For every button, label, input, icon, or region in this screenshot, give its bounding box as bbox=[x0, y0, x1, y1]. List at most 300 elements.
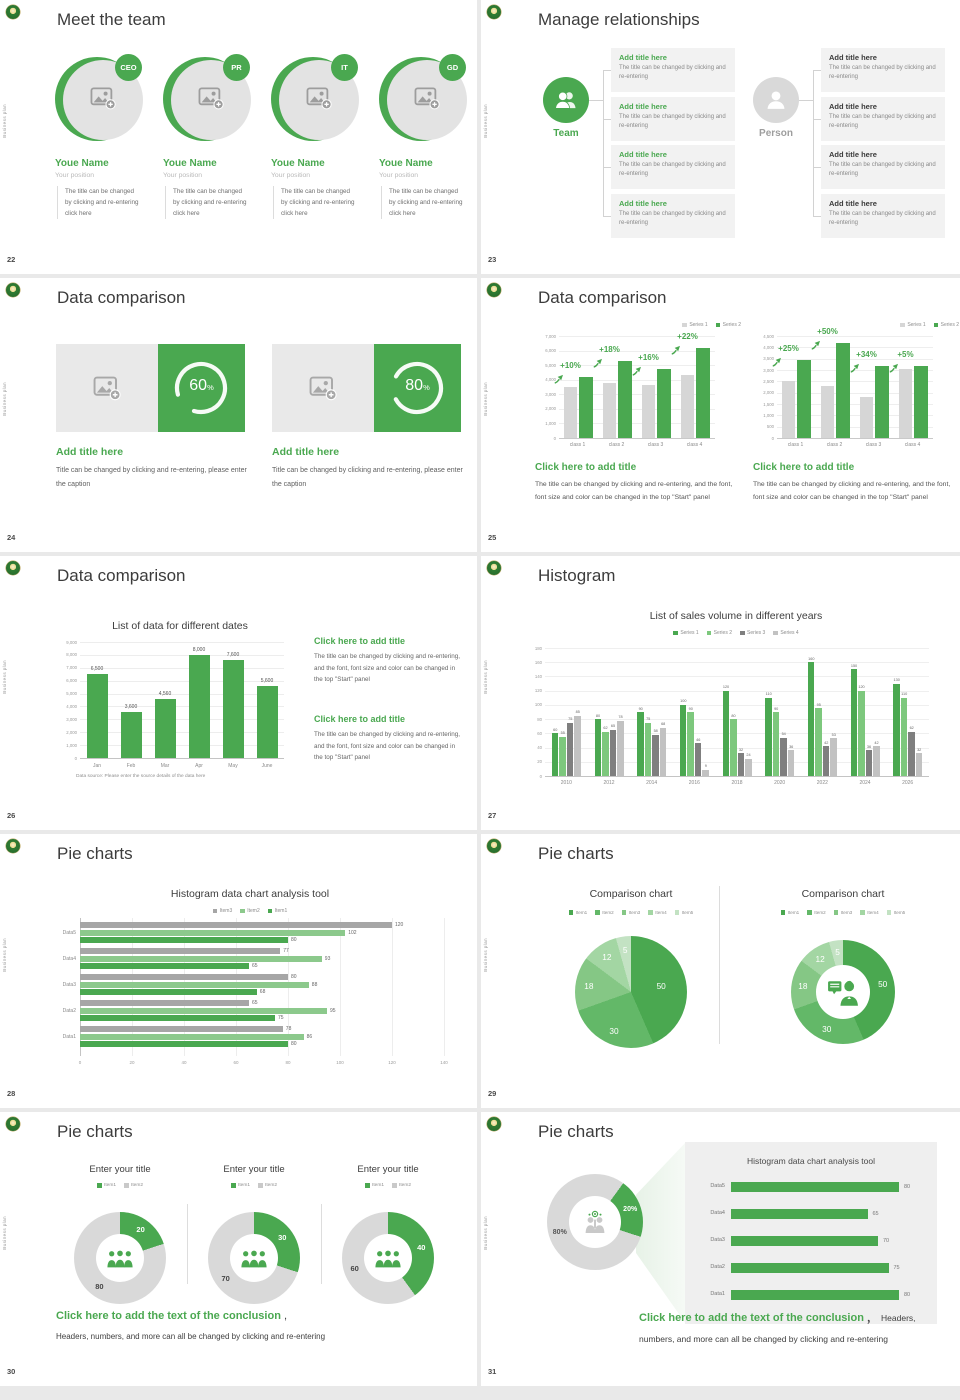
bar bbox=[87, 674, 108, 758]
box-title: Add title here bbox=[829, 101, 877, 111]
y-axis-label: 5,000 bbox=[66, 691, 77, 697]
gray-slice-label: 70 bbox=[221, 1274, 230, 1284]
sidebar-vertical-text: Business plan bbox=[483, 382, 488, 416]
x-axis-label: 80 bbox=[285, 1060, 291, 1065]
slide-24[interactable] bbox=[0, 278, 477, 552]
bar-value: 75 bbox=[568, 717, 573, 722]
school-logo-icon bbox=[6, 1117, 20, 1131]
slide-title: Pie charts bbox=[538, 844, 614, 863]
x-axis-label: class 2 bbox=[826, 442, 843, 448]
bar bbox=[916, 753, 923, 776]
bar-value: 80 bbox=[904, 1184, 911, 1190]
legend-item: Item1 bbox=[569, 910, 588, 915]
connector-line bbox=[603, 70, 611, 71]
bar bbox=[823, 746, 830, 776]
role-badge: IT bbox=[331, 54, 358, 81]
legend-item: Item3 bbox=[834, 910, 853, 915]
bar-value: 75 bbox=[893, 1265, 900, 1271]
green-slice-label: 30 bbox=[278, 1232, 287, 1242]
x-axis-label: class 4 bbox=[686, 442, 703, 448]
comparison-panel bbox=[272, 344, 461, 432]
legend-item: Item1 bbox=[781, 910, 800, 915]
gridline bbox=[80, 719, 284, 720]
legend-swatch bbox=[781, 910, 786, 915]
series1-bar bbox=[899, 369, 912, 438]
panel-divider bbox=[321, 1204, 322, 1284]
connector-line bbox=[813, 70, 814, 216]
slide-28[interactable] bbox=[0, 834, 477, 1108]
slide-title: Data comparison bbox=[538, 288, 667, 307]
conclusion-body: Headers, numbers, and more can all be changed by clicking and re-entering bbox=[639, 1313, 916, 1345]
bar bbox=[257, 686, 278, 758]
box-title: Add title here bbox=[829, 150, 877, 160]
analysis-panel bbox=[685, 1142, 937, 1324]
donut-title: Enter your title bbox=[89, 1164, 151, 1175]
avatar bbox=[271, 56, 361, 146]
legend-swatch bbox=[673, 631, 678, 636]
sidebar-vertical-text: Business plan bbox=[2, 1216, 7, 1250]
relation-box bbox=[611, 48, 735, 92]
bar-value: 68 bbox=[661, 722, 666, 727]
growth-label: +50% bbox=[817, 326, 838, 336]
x-axis-label: 2020 bbox=[774, 780, 786, 786]
block-body: The title can be changed by clicking and re-entering, and the font, font size and color can be changed in the top "Start" panel bbox=[753, 481, 951, 501]
slide-title: Data comparison bbox=[57, 566, 186, 585]
bar-value: 8,000 bbox=[192, 646, 206, 653]
series1-bar bbox=[603, 383, 616, 438]
avatar bbox=[379, 56, 469, 146]
chart-title: List of sales volume in different years bbox=[649, 610, 823, 622]
slide-30[interactable] bbox=[0, 1112, 477, 1386]
slice-label: 30 bbox=[822, 1024, 832, 1035]
legend-item: Series 2 bbox=[716, 322, 741, 328]
legend-item: Series 1 bbox=[900, 322, 925, 328]
gridline bbox=[545, 676, 929, 677]
bar bbox=[552, 733, 559, 776]
image-placeholder-icon bbox=[309, 375, 337, 401]
box-body: The title can be changed by clicking and re-entering bbox=[619, 113, 726, 129]
connector-line bbox=[813, 167, 821, 168]
avatar bbox=[55, 56, 145, 146]
growth-label: +16% bbox=[638, 352, 659, 362]
bar-value: 5,600 bbox=[260, 677, 274, 684]
hbar bbox=[80, 982, 309, 988]
legend-item: Item3 bbox=[622, 910, 641, 915]
legend-swatch bbox=[682, 323, 687, 328]
growth-arrow-icon bbox=[850, 360, 860, 370]
legend-item: Item5 bbox=[675, 910, 694, 915]
bar bbox=[610, 730, 617, 776]
legend-item: Item4 bbox=[648, 910, 667, 915]
gridline bbox=[392, 918, 393, 1056]
series1-bar bbox=[782, 381, 795, 438]
bar-value: 95 bbox=[816, 702, 821, 707]
school-logo-icon bbox=[6, 283, 20, 297]
slide-23[interactable] bbox=[481, 0, 960, 274]
bar-value: 36 bbox=[789, 744, 794, 749]
bar-value: 55 bbox=[560, 731, 565, 736]
bar-value: 42 bbox=[824, 740, 829, 745]
bar bbox=[189, 655, 210, 758]
y-axis-label: 80 bbox=[537, 716, 542, 722]
bar-value: 53 bbox=[831, 732, 836, 737]
gridline bbox=[340, 918, 341, 1056]
y-axis-label: 2,000 bbox=[66, 729, 77, 735]
hbar bbox=[80, 1034, 304, 1040]
gridline bbox=[777, 336, 933, 337]
y-axis-label: 0 bbox=[74, 755, 77, 761]
bar-value: 80 bbox=[595, 713, 601, 718]
block-body: The title can be changed by clicking and re-entering, and the font, font size and color can be changed in the top "Start" panel bbox=[535, 481, 733, 501]
x-axis-label: 2026 bbox=[902, 780, 914, 786]
slice-label: 5 bbox=[835, 946, 840, 957]
relation-box bbox=[611, 194, 735, 238]
bar-value: 88 bbox=[311, 981, 318, 988]
growth-label: +5% bbox=[897, 349, 914, 359]
x-axis-label: 2022 bbox=[816, 780, 828, 786]
category-label: Data1 bbox=[62, 1034, 76, 1040]
slide-25[interactable] bbox=[481, 278, 960, 552]
slide-title: Histogram bbox=[538, 566, 616, 585]
box-title: Add title here bbox=[619, 101, 667, 111]
y-axis-label: 160 bbox=[534, 659, 542, 665]
y-axis-label: 4,000 bbox=[545, 377, 556, 383]
bar-value: 93 bbox=[324, 955, 331, 962]
bar bbox=[830, 738, 837, 776]
green-slice-label: 20% bbox=[623, 1206, 638, 1214]
school-logo-icon bbox=[487, 561, 501, 575]
sidebar-vertical-text: Business plan bbox=[2, 104, 7, 138]
chart-source: Data source: Please enter the source details of the data here bbox=[76, 774, 206, 779]
slide-title: Data comparison bbox=[57, 288, 186, 307]
y-axis-label: 1,000 bbox=[545, 420, 556, 426]
category-label: Data5 bbox=[62, 930, 76, 936]
x-axis-label: Jan bbox=[92, 763, 102, 769]
page-number: 30 bbox=[7, 1367, 16, 1376]
connector-line bbox=[813, 119, 821, 120]
page-number: 28 bbox=[7, 1089, 16, 1098]
x-axis-label: class 3 bbox=[647, 442, 664, 448]
relation-box bbox=[821, 48, 945, 92]
bar bbox=[702, 770, 709, 776]
member-position: Your position bbox=[379, 172, 419, 179]
y-axis-label: 4,500 bbox=[763, 333, 774, 339]
legend-swatch bbox=[707, 631, 712, 636]
group-label: Person bbox=[759, 128, 793, 139]
gridline bbox=[444, 918, 445, 1056]
bar bbox=[121, 712, 142, 758]
role-badge: GD bbox=[439, 54, 466, 81]
legend-item: Item2 bbox=[258, 1183, 277, 1188]
x-axis-label: Mar bbox=[160, 763, 170, 769]
bar bbox=[660, 728, 667, 776]
hbar bbox=[731, 1290, 899, 1300]
member-desc: The title can be changed by clicking and re-entering click here bbox=[273, 186, 357, 219]
box-body: The title can be changed by clicking and re-entering bbox=[829, 113, 936, 129]
chart-title: Histogram data chart analysis tool bbox=[170, 888, 330, 900]
bar-value: 78 bbox=[285, 1026, 292, 1032]
page-number: 27 bbox=[488, 811, 497, 820]
growth-arrow-icon bbox=[554, 371, 564, 381]
y-axis-label: 100 bbox=[534, 702, 542, 708]
slide-title: Pie charts bbox=[57, 1122, 133, 1141]
hbar bbox=[731, 1209, 868, 1219]
relation-box bbox=[611, 145, 735, 189]
connector-line bbox=[813, 70, 821, 71]
legend-swatch bbox=[648, 910, 653, 915]
bar-value: 24 bbox=[746, 753, 751, 758]
bar-value: 120 bbox=[858, 685, 865, 690]
bar-value: 65 bbox=[252, 963, 258, 970]
bar-value: 80 bbox=[291, 974, 297, 980]
legend-swatch bbox=[934, 323, 939, 328]
connector-line bbox=[603, 119, 611, 120]
bar-value: 75 bbox=[278, 1015, 284, 1022]
chart-legend bbox=[673, 910, 960, 915]
y-axis-label: 120 bbox=[534, 688, 542, 694]
bar bbox=[745, 759, 752, 776]
legend-swatch bbox=[622, 910, 627, 915]
conclusion-body: Headers, numbers, and more can all be changed by clicking and re-entering bbox=[56, 1332, 326, 1341]
green-slice-label: 40 bbox=[417, 1242, 426, 1252]
slide-27[interactable] bbox=[481, 556, 960, 830]
bar-value: 120 bbox=[722, 685, 730, 690]
slide-26[interactable] bbox=[0, 556, 477, 830]
hbar bbox=[731, 1236, 878, 1246]
legend-swatch bbox=[595, 910, 600, 915]
legend-item: Item1 bbox=[268, 908, 288, 914]
bar bbox=[808, 662, 815, 776]
legend-swatch bbox=[716, 323, 721, 328]
box-body: The title can be changed by clicking and re-entering bbox=[829, 162, 936, 178]
bar bbox=[908, 732, 915, 776]
legend-item: Item3 bbox=[213, 908, 233, 914]
bar-value: 85 bbox=[575, 710, 580, 715]
school-logo-icon bbox=[6, 561, 20, 575]
avatar bbox=[163, 56, 253, 146]
bar bbox=[574, 716, 581, 776]
y-axis-label: 7,000 bbox=[66, 665, 77, 671]
x-axis-label: 40 bbox=[181, 1060, 187, 1065]
y-axis-label: 3,000 bbox=[763, 367, 774, 373]
bar bbox=[858, 691, 865, 776]
sidebar-vertical-text: Business plan bbox=[483, 1216, 488, 1250]
y-axis-label: 5,000 bbox=[545, 362, 556, 368]
hbar bbox=[80, 989, 257, 995]
series2-bar bbox=[914, 366, 928, 439]
audience-icon bbox=[580, 1210, 610, 1234]
slide-title: Meet the team bbox=[57, 10, 166, 29]
legend-item: Series 3 bbox=[740, 630, 765, 636]
legend-swatch bbox=[268, 909, 273, 914]
slide-22[interactable] bbox=[0, 0, 477, 274]
hbar bbox=[80, 948, 280, 954]
hbar bbox=[80, 956, 322, 962]
team-icon bbox=[553, 87, 579, 113]
growth-arrow-icon bbox=[889, 360, 899, 370]
member-desc: The title can be changed by clicking and re-entering click here bbox=[165, 186, 249, 219]
y-axis-label: 2,500 bbox=[763, 378, 774, 384]
hbar bbox=[80, 937, 288, 943]
page-number: 25 bbox=[488, 533, 497, 542]
growth-arrow-icon bbox=[811, 337, 821, 347]
series2-bar bbox=[875, 366, 889, 439]
y-axis-label: 1,000 bbox=[763, 412, 774, 418]
bar bbox=[695, 743, 702, 776]
series2-bar bbox=[579, 377, 593, 438]
y-axis-label: 3,000 bbox=[545, 391, 556, 397]
relation-box bbox=[821, 145, 945, 189]
connector-line bbox=[587, 100, 603, 101]
bar-value: 75 bbox=[646, 717, 651, 722]
slice-label: 12 bbox=[815, 953, 825, 964]
page-number: 29 bbox=[488, 1089, 497, 1098]
legend-swatch bbox=[834, 910, 839, 915]
gridline bbox=[559, 351, 715, 352]
gridline bbox=[545, 719, 929, 720]
slide-29[interactable] bbox=[481, 834, 960, 1108]
bar-value: 110 bbox=[901, 692, 908, 697]
growth-label: +22% bbox=[677, 331, 698, 341]
hbar bbox=[80, 922, 392, 928]
block-body: The title can be changed by clicking and re-entering, and the font, font size and color can be changed in the top "Start" panel bbox=[314, 731, 460, 762]
conclusion-line bbox=[639, 1308, 939, 1351]
y-axis-label: 9,000 bbox=[66, 639, 77, 645]
member-name: Youe Name bbox=[379, 158, 433, 169]
page-number: 26 bbox=[7, 811, 16, 820]
category-label: Data3 bbox=[62, 982, 76, 988]
connector-line bbox=[603, 167, 611, 168]
legend-swatch bbox=[860, 910, 865, 915]
chart-title: List of data for different dates bbox=[112, 620, 248, 632]
series2-bar bbox=[657, 369, 671, 438]
bar-value: 58 bbox=[653, 729, 658, 734]
bar-value: 54 bbox=[781, 732, 786, 737]
bar bbox=[680, 705, 687, 776]
slide-31[interactable] bbox=[481, 1112, 960, 1386]
bar-value: 80 bbox=[291, 1041, 297, 1048]
donut-title: Enter your title bbox=[223, 1164, 285, 1175]
box-title: Add title here bbox=[619, 53, 667, 62]
growth-label: +34% bbox=[856, 349, 877, 359]
legend-item: Item1 bbox=[231, 1183, 250, 1188]
growth-label: +10% bbox=[560, 360, 581, 370]
category-label: Data4 bbox=[710, 1210, 725, 1216]
x-axis-label: May bbox=[228, 763, 238, 769]
gray-slice-label: 80 bbox=[95, 1281, 104, 1291]
category-label: Data3 bbox=[710, 1237, 725, 1243]
bar-value: 86 bbox=[306, 1033, 313, 1040]
person-icon bbox=[763, 87, 789, 113]
x-axis-label: 60 bbox=[233, 1060, 239, 1065]
bar-value: 4,560 bbox=[158, 691, 172, 698]
bar-value: 65 bbox=[872, 1211, 879, 1217]
member-position: Your position bbox=[163, 172, 203, 179]
bar-value: 95 bbox=[330, 1007, 336, 1014]
bar-value: 3,600 bbox=[124, 703, 138, 710]
slice-label: 50 bbox=[656, 980, 666, 991]
y-axis-label: 0 bbox=[771, 435, 774, 441]
growth-arrow-icon bbox=[593, 355, 603, 365]
member-desc: The title can be changed by clicking and re-entering click here bbox=[57, 186, 141, 219]
bar-value: 102 bbox=[348, 929, 357, 936]
growth-arrow-icon bbox=[632, 363, 642, 373]
y-axis-label: 0 bbox=[553, 435, 556, 441]
y-axis-label: 4,000 bbox=[763, 344, 774, 350]
y-axis-label: 2,000 bbox=[763, 390, 774, 396]
panel-caption: Title can be changed by clicking and re-entering, please enter the caption bbox=[56, 467, 247, 488]
x-axis-label: 120 bbox=[388, 1060, 396, 1065]
y-axis-label: 3,000 bbox=[66, 716, 77, 722]
x-axis-label: 20 bbox=[129, 1060, 135, 1065]
series2-bar bbox=[618, 361, 632, 438]
y-axis-label: 20 bbox=[537, 759, 542, 765]
bar-value: 100 bbox=[680, 699, 687, 704]
legend-item: Series 2 bbox=[707, 630, 732, 636]
y-axis-label: 7,000 bbox=[545, 333, 556, 339]
bar-value: 90 bbox=[774, 706, 779, 711]
image-placeholder-icon bbox=[90, 86, 116, 110]
legend-swatch bbox=[240, 909, 245, 914]
conclusion-line bbox=[56, 1310, 436, 1322]
bar-value: 62 bbox=[909, 726, 914, 731]
growth-arrow-icon bbox=[772, 354, 782, 364]
percent-value: 80% bbox=[405, 377, 430, 394]
panel-caption: Title can be changed by clicking and re-entering, please enter the caption bbox=[272, 467, 463, 488]
role-badge: PR bbox=[223, 54, 250, 81]
school-logo-icon bbox=[487, 5, 501, 19]
gridline bbox=[545, 702, 929, 707]
hbar bbox=[80, 930, 345, 936]
gridline bbox=[545, 648, 929, 649]
box-title: Add title here bbox=[619, 150, 667, 160]
green-slice-label: 20 bbox=[136, 1225, 145, 1235]
image-placeholder-icon bbox=[198, 86, 224, 110]
category-label: Data2 bbox=[710, 1264, 725, 1270]
hbar bbox=[731, 1182, 899, 1192]
y-axis-label: 6,000 bbox=[66, 678, 77, 684]
bar bbox=[223, 660, 244, 758]
member-position: Your position bbox=[55, 172, 95, 179]
x-axis-label: June bbox=[261, 763, 273, 769]
sidebar-vertical-text: Business plan bbox=[2, 938, 7, 972]
growth-arrow-icon bbox=[671, 342, 681, 352]
y-axis-label: 60 bbox=[537, 730, 542, 736]
hbar bbox=[80, 1026, 283, 1032]
bar-value: 32 bbox=[738, 747, 744, 752]
legend-item: Item1 bbox=[97, 1183, 116, 1188]
bar-value: 7,600 bbox=[226, 652, 240, 658]
category-label: Data1 bbox=[710, 1291, 725, 1297]
box-title: Add title here bbox=[619, 199, 667, 209]
legend-item: Item2 bbox=[392, 1183, 411, 1188]
gray-slice-label: 80% bbox=[552, 1228, 567, 1236]
bar-value: 77 bbox=[283, 948, 289, 954]
percent-box bbox=[158, 344, 245, 432]
bar bbox=[567, 723, 574, 776]
bar bbox=[559, 737, 566, 776]
legend-item: Item5 bbox=[887, 910, 906, 915]
panel-title: Add title here bbox=[56, 446, 124, 458]
group-icon bbox=[240, 1249, 268, 1270]
image-box bbox=[56, 344, 158, 432]
bar bbox=[873, 746, 880, 776]
bar bbox=[901, 698, 908, 776]
member-position: Your position bbox=[271, 172, 311, 179]
legend-swatch bbox=[887, 910, 892, 915]
connector-line bbox=[797, 100, 813, 101]
legend-item: Series 2 bbox=[934, 322, 959, 328]
